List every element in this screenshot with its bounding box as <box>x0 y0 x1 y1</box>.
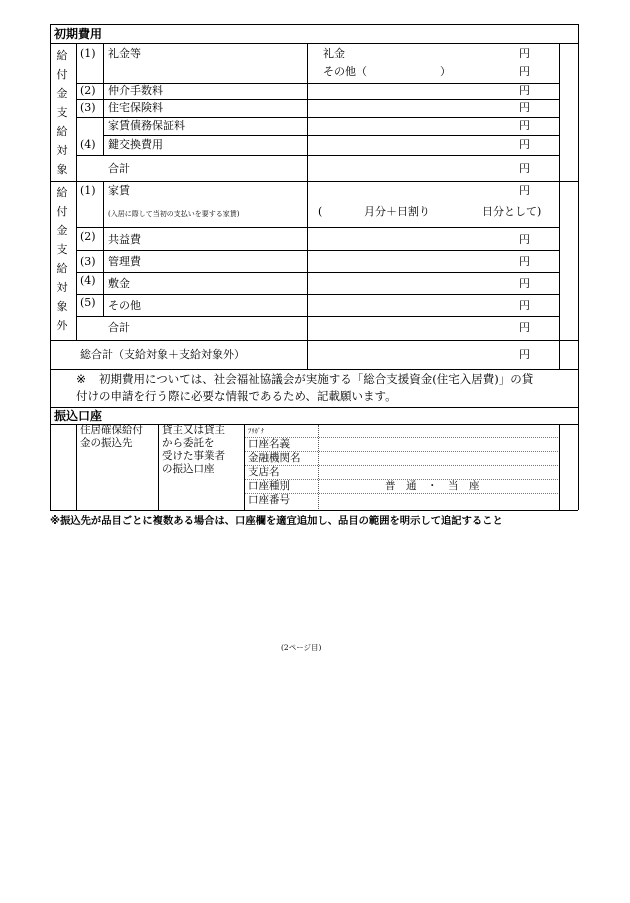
transfer-col2-line: から委託を <box>162 437 215 449</box>
transfer-heading: 振込口座 <box>54 409 103 423</box>
item-number: (2) <box>80 84 96 97</box>
nontarget-group-label: 給付金支給対象外 <box>56 186 68 332</box>
unit-label: 円 <box>519 255 530 268</box>
target-group-label: 給付金支給対象 <box>56 49 68 176</box>
note-line: 初期費用については、社会福祉協議会が実施する「総合支援資金(住宅入居費)」の貸 <box>99 372 534 386</box>
item-number: (5) <box>80 296 96 309</box>
unit-label: 円 <box>519 47 530 60</box>
field-label-account-name: 口座名義 <box>248 438 290 450</box>
rent-detail-mid: 月分＋日割り <box>364 205 430 218</box>
grand-total-label: 総合計（支給対象＋支給対象外） <box>80 348 245 361</box>
initial-costs-heading: 初期費用 <box>54 27 103 41</box>
field-label-furigana: ﾌﾘｶﾞﾅ <box>248 427 265 435</box>
unit-label: 円 <box>519 65 530 78</box>
rent-detail-open: ( <box>318 205 323 218</box>
unit-label: 円 <box>519 119 530 132</box>
unit-label: 円 <box>519 101 530 114</box>
sub-label-close: ） <box>440 65 451 78</box>
item-number: (2) <box>80 230 96 243</box>
item-number: (1) <box>80 184 96 197</box>
item-number: (3) <box>80 101 96 114</box>
item-label: 共益費 <box>108 233 141 246</box>
account-type-options: 普 通 ・ 当 座 <box>385 480 480 492</box>
sub-label: その他（ <box>323 65 367 78</box>
item-number: (4) <box>80 138 96 151</box>
item-label: 管理費 <box>108 255 141 268</box>
unit-label: 円 <box>519 348 530 361</box>
rent-note: (入居に際して当初の支払いを要する家賃) <box>108 210 240 218</box>
unit-label: 円 <box>519 84 530 97</box>
page-number: (2ページ目) <box>281 643 322 652</box>
item-label: 礼金等 <box>108 47 141 60</box>
item-label: 家賃 <box>108 184 130 197</box>
note-mark: ※ <box>76 372 87 386</box>
unit-label: 円 <box>519 184 530 197</box>
subtotal-label: 合計 <box>108 321 130 334</box>
item-label: その他 <box>108 299 141 312</box>
unit-label: 円 <box>519 162 530 175</box>
item-label: 敷金 <box>108 277 130 290</box>
sub-label: 礼金 <box>323 47 345 60</box>
unit-label: 円 <box>519 233 530 246</box>
field-label-account-number: 口座番号 <box>248 494 290 506</box>
unit-label: 円 <box>519 299 530 312</box>
transfer-col1-line: 住居確保給付 <box>80 424 143 436</box>
transfer-col2-line: 受けた事業者 <box>162 450 225 462</box>
item-number: (1) <box>80 47 96 60</box>
item-label: 家賃債務保証料 <box>108 119 185 132</box>
transfer-col2-line: の振込口座 <box>162 463 215 475</box>
field-label-account-type: 口座種別 <box>248 480 290 492</box>
item-number: (3) <box>80 255 96 268</box>
transfer-col2-line: 貸主又は貸主 <box>162 424 225 436</box>
field-label-bank-name: 金融機関名 <box>248 452 301 464</box>
subtotal-label: 合計 <box>108 162 130 175</box>
item-number: (4) <box>80 274 96 287</box>
rent-detail-end: 日分として) <box>482 205 542 218</box>
unit-label: 円 <box>519 138 530 151</box>
item-label: 鍵交換費用 <box>108 138 163 151</box>
item-label: 住宅保険料 <box>108 101 163 114</box>
unit-label: 円 <box>519 277 530 290</box>
field-label-branch-name: 支店名 <box>248 466 280 478</box>
note-line: 付けの申請を行う際に必要な情報であるため、記載願います。 <box>76 389 397 403</box>
footer-note: ※振込先が品目ごとに複数ある場合は、口座欄を適宜追加し、品目の範囲を明示して追記すること <box>50 515 503 527</box>
item-label: 仲介手数料 <box>108 84 163 97</box>
unit-label: 円 <box>519 321 530 334</box>
transfer-col1-line: 金の振込先 <box>80 437 133 449</box>
